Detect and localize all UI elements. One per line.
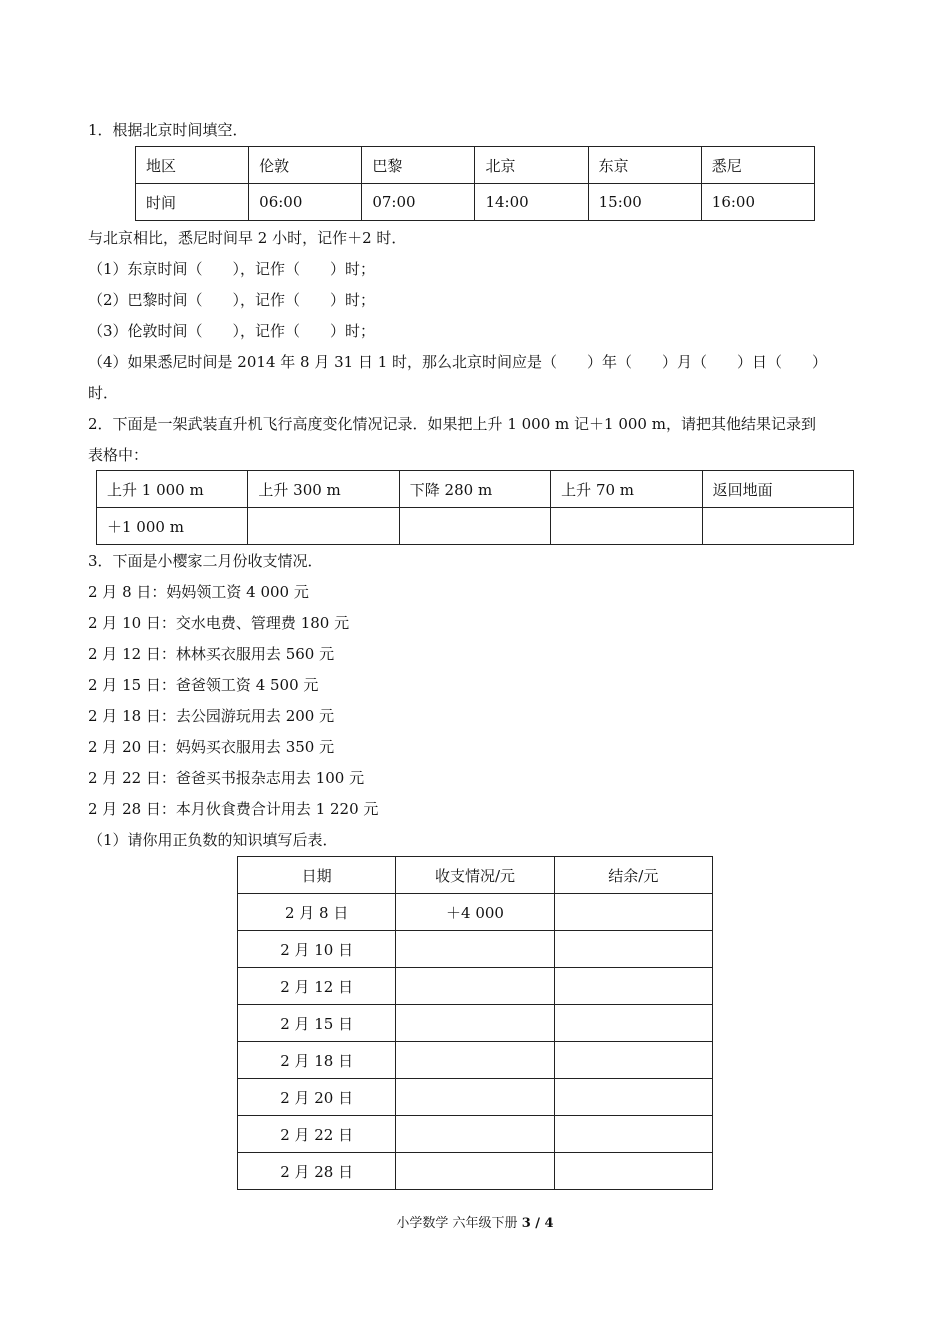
table-cell: 2 月 20 日: [238, 1079, 396, 1116]
q3-entry: 2 月 18 日：去公园游玩用去 200 元: [88, 707, 335, 725]
table-row: [97, 508, 854, 545]
q3-entry: 2 月 20 日：妈妈买衣服用去 350 元: [88, 738, 335, 756]
answer-cell[interactable]: [396, 1079, 554, 1116]
table-row: [238, 1005, 713, 1042]
answer-cell[interactable]: [554, 931, 712, 968]
table-cell: 地区: [136, 147, 249, 184]
table-row: [238, 931, 713, 968]
answer-cell[interactable]: [554, 894, 712, 931]
answer-cell[interactable]: [396, 1116, 554, 1153]
table-cell: 16:00: [701, 184, 814, 221]
table-cell: ＋1 000 m: [97, 508, 248, 545]
q1-title: 1．根据北京时间填空．: [88, 121, 248, 139]
answer-cell[interactable]: [396, 1153, 554, 1190]
answer-cell[interactable]: [554, 1079, 712, 1116]
table-cell: 东京: [588, 147, 701, 184]
table-cell: 2 月 18 日: [238, 1042, 396, 1079]
answer-cell[interactable]: [396, 931, 554, 968]
q1-item-2: （2）巴黎时间（ ），记作（ ）时；: [88, 291, 376, 309]
q1-item-4: （4）如果悉尼时间是 2014 年 8 月 31 日 1 时，那么北京时间应是（ ）年（ ）月（ ）日（ ）: [88, 353, 828, 371]
answer-cell[interactable]: [554, 968, 712, 1005]
table-cell: 2 月 12 日: [238, 968, 396, 1005]
table-row: [238, 857, 713, 894]
q3-entry: 2 月 22 日：爸爸买书报杂志用去 100 元: [88, 769, 365, 787]
q1-note: 与北京相比，悉尼时间早 2 小时，记作＋2 时．: [88, 229, 407, 247]
table-row: [136, 184, 815, 221]
table-cell: 15:00: [588, 184, 701, 221]
answer-cell[interactable]: [248, 508, 399, 545]
page-footer: [0, 1212, 950, 1231]
table-row: [238, 1116, 713, 1153]
table-cell: ＋4 000: [396, 894, 554, 931]
table-cell: 日期: [238, 857, 396, 894]
table-cell: 悉尼: [701, 147, 814, 184]
q3-budget-table: [237, 856, 713, 1190]
table-cell: 上升 70 m: [551, 471, 702, 508]
q3-entry: 2 月 15 日：爸爸领工资 4 500 元: [88, 676, 319, 694]
table-row: [238, 1079, 713, 1116]
table-cell: 上升 300 m: [248, 471, 399, 508]
q3-entry: 2 月 8 日：妈妈领工资 4 000 元: [88, 583, 309, 601]
table-cell: 结余/元: [554, 857, 712, 894]
answer-cell[interactable]: [396, 1005, 554, 1042]
table-cell: 下降 280 m: [399, 471, 550, 508]
table-row: [238, 968, 713, 1005]
page-number: 3 / 4: [521, 1216, 554, 1231]
q3-title: 3．下面是小樱家二月份收支情况．: [88, 552, 323, 570]
table-cell: 北京: [475, 147, 588, 184]
table-cell: 2 月 10 日: [238, 931, 396, 968]
q3-entry: 2 月 28 日：本月伙食费合计用去 1 220 元: [88, 800, 379, 818]
q1-time-table: [135, 146, 815, 221]
answer-cell[interactable]: [554, 1116, 712, 1153]
table-row: [238, 1153, 713, 1190]
table-cell: 2 月 28 日: [238, 1153, 396, 1190]
answer-cell[interactable]: [554, 1153, 712, 1190]
table-row: [238, 1042, 713, 1079]
table-cell: 上升 1 000 m: [97, 471, 248, 508]
q3-entry: 2 月 12 日：林林买衣服用去 560 元: [88, 645, 335, 663]
answer-cell[interactable]: [554, 1042, 712, 1079]
table-cell: 07:00: [362, 184, 475, 221]
table-row: [97, 471, 854, 508]
answer-cell[interactable]: [399, 508, 550, 545]
q2-line-2: 表格中：: [88, 446, 149, 464]
table-cell: 2 月 15 日: [238, 1005, 396, 1042]
table-row: [238, 894, 713, 931]
table-cell: 伦敦: [249, 147, 362, 184]
table-cell: 2 月 8 日: [238, 894, 396, 931]
answer-cell[interactable]: [396, 1042, 554, 1079]
table-cell: 14:00: [475, 184, 588, 221]
table-cell: 2 月 22 日: [238, 1116, 396, 1153]
table-cell: 06:00: [249, 184, 362, 221]
table-row: [136, 147, 815, 184]
answer-cell[interactable]: [551, 508, 702, 545]
q3-sub-question-1: （1）请你用正负数的知识填写后表．: [88, 831, 338, 849]
table-cell: 时间: [136, 184, 249, 221]
q2-altitude-table: [96, 470, 854, 545]
q1-item-4-tail: 时．: [88, 384, 119, 402]
answer-cell[interactable]: [702, 508, 853, 545]
table-cell: 收支情况/元: [396, 857, 554, 894]
answer-cell[interactable]: [554, 1005, 712, 1042]
table-cell: 返回地面: [702, 471, 853, 508]
answer-cell[interactable]: [396, 968, 554, 1005]
q1-item-1: （1）东京时间（ ），记作（ ）时；: [88, 260, 376, 278]
footer-subject: 小学数学 六年级下册: [396, 1216, 522, 1231]
q3-entry: 2 月 10 日：交水电费、管理费 180 元: [88, 614, 350, 632]
q2-line-1: 2．下面是一架武装直升机飞行高度变化情况记录．如果把上升 1 000 m 记＋1 000 m，请把其他结果记录到: [88, 415, 816, 433]
table-cell: 巴黎: [362, 147, 475, 184]
q1-item-3: （3）伦敦时间（ ），记作（ ）时；: [88, 322, 376, 340]
